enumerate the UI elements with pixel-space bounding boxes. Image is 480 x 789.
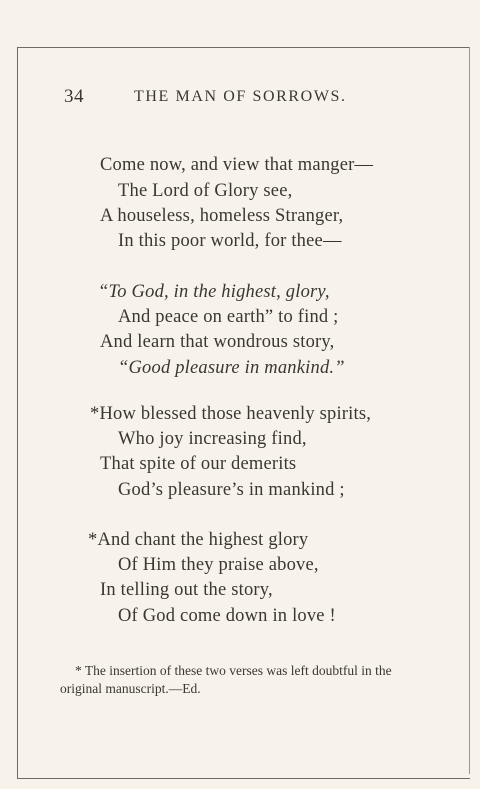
stanza-2-line-1-text: “To God, in the highest, glory, bbox=[98, 282, 330, 302]
stanza-3-line-3: That spite of our demerits bbox=[100, 454, 297, 474]
stanza-1-line-3: A houseless, homeless Stranger, bbox=[100, 206, 344, 226]
stanza-1-line-4: In this poor world, for thee— bbox=[118, 231, 342, 251]
stanza-4-line-1: *And chant the highest glory bbox=[88, 530, 309, 550]
page-border-left bbox=[17, 47, 18, 779]
page-number: 34 bbox=[64, 86, 84, 107]
stanza-3-line-1: *How blessed those heavenly spirits, bbox=[90, 404, 372, 424]
stanza-1-line-2: The Lord of Glory see, bbox=[118, 181, 293, 201]
running-title: THE MAN OF SORROWS. bbox=[134, 88, 347, 105]
page-border-bottom bbox=[17, 778, 470, 779]
stanza-4-line-4: Of God come down in love ! bbox=[118, 606, 336, 626]
stanza-2-line-4 bbox=[118, 358, 345, 379]
page-border-right bbox=[469, 47, 470, 774]
footnote-line-1: * The insertion of these two verses was left doubtful in the bbox=[75, 663, 392, 678]
footnote-line-2: original manuscript.—Ed. bbox=[60, 681, 201, 696]
stanza-2-line-3: And learn that wondrous story, bbox=[100, 332, 335, 352]
stanza-2-line-1 bbox=[98, 282, 330, 303]
page-border-top bbox=[17, 47, 470, 48]
stanza-1-line-1: Come now, and view that manger— bbox=[100, 155, 374, 175]
stanza-4-line-2: Of Him they praise above, bbox=[118, 555, 319, 575]
stanza-2-line-2: And peace on earth” to find ; bbox=[118, 307, 339, 327]
stanza-3-line-2: Who joy increasing find, bbox=[118, 429, 307, 449]
stanza-2-line-4-text: “Good pleasure in mankind.” bbox=[118, 358, 345, 378]
stanza-4-line-3: In telling out the story, bbox=[100, 580, 273, 600]
stanza-3-line-4: God’s pleasure’s in mankind ; bbox=[118, 480, 345, 500]
